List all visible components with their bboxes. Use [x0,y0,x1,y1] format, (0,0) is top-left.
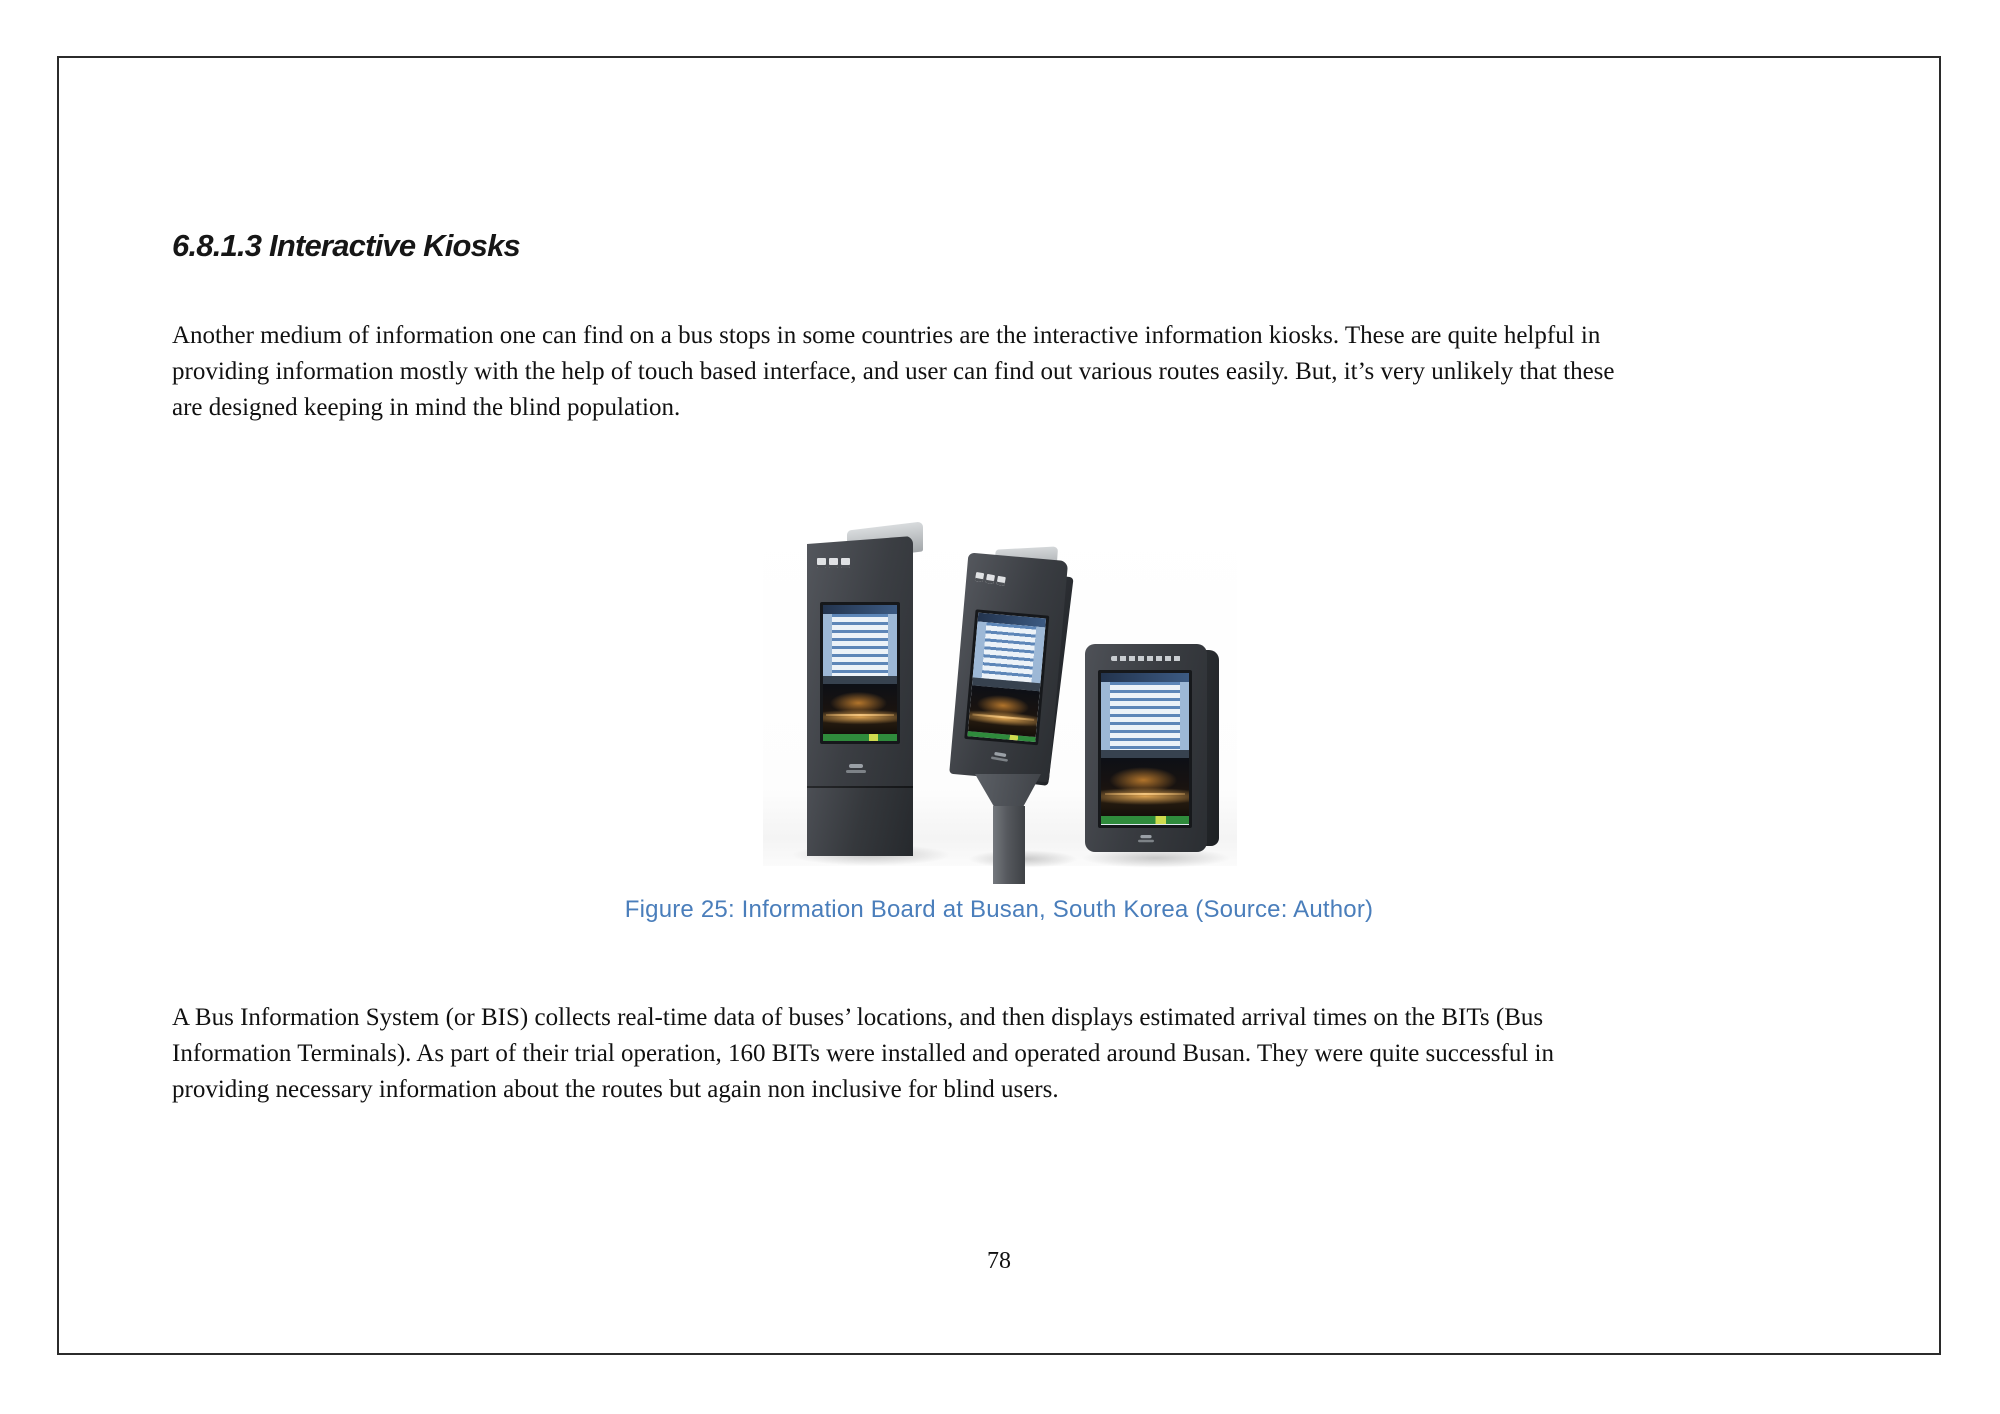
kiosk-header-text [1111,656,1181,661]
kiosk-pole [993,806,1025,884]
screen-bottom-strip [1101,816,1189,824]
korean-sign [975,572,1006,586]
section-heading: 6.8.1.3 Interactive Kiosks [172,228,520,263]
screen-titlebar [823,605,897,614]
kiosk-base [807,786,913,856]
kiosk-body [1085,644,1207,852]
paragraph-1-line: are designed keeping in mind the blind population. [172,394,681,421]
bus-schedule-rows [973,622,1046,684]
paragraph-2-line: A Bus Information System (or BIS) collects real-time data of buses’ locations, and then displays estimated arrival times on the BITs (Bus [172,1004,1544,1031]
kiosk-pole-joint [975,774,1041,808]
kiosk-logo [845,764,867,774]
paragraph-1 [172,318,1852,426]
kiosk-body [807,536,913,856]
bridge-night-photo [968,685,1040,737]
paragraph-2-line: Information Terminals). As part of their trial operation, 160 BITs were installed and operated around Busan. They were quite successful in [172,1040,1554,1067]
bridge-night-photo [1101,758,1189,816]
kiosk-logo [990,751,1010,763]
kiosk-screen [1098,670,1192,828]
kiosk-body [949,552,1068,782]
paragraph-2-line: providing necessary information about the routes but again non inclusive for blind users. [172,1076,1059,1103]
kiosk-screen [820,602,900,744]
bus-schedule-rows [823,614,897,676]
kiosk-floor-standing [807,526,923,856]
figure-caption: Figure 25: Information Board at Busan, South Korea (Source: Author) [624,896,1374,923]
kiosk-photo [763,514,1237,866]
korean-sign [817,558,850,568]
paragraph-1-line: Another medium of information one can find on a bus stops in some countries are the interactive information kiosks. These are quite helpful in [172,322,1601,349]
screen-titlebar [1101,673,1189,682]
bridge-night-photo [823,684,897,734]
kiosk-compact-box [1085,642,1225,858]
paragraph-2 [172,1000,1852,1108]
screen-bottom-strip [823,734,897,742]
screen-divider-band [823,676,897,684]
kiosk-logo [1137,835,1155,843]
kiosk-screen [964,609,1049,745]
screen-divider-band [1101,750,1189,758]
kiosk-pole-mounted [949,550,1079,856]
page-number: 78 [987,1248,1011,1274]
bus-schedule-rows [1101,682,1189,750]
paragraph-1-line: providing information mostly with the help of touch based interface, and user can find out various routes easily. But, it’s very unlikely that these [172,358,1615,385]
